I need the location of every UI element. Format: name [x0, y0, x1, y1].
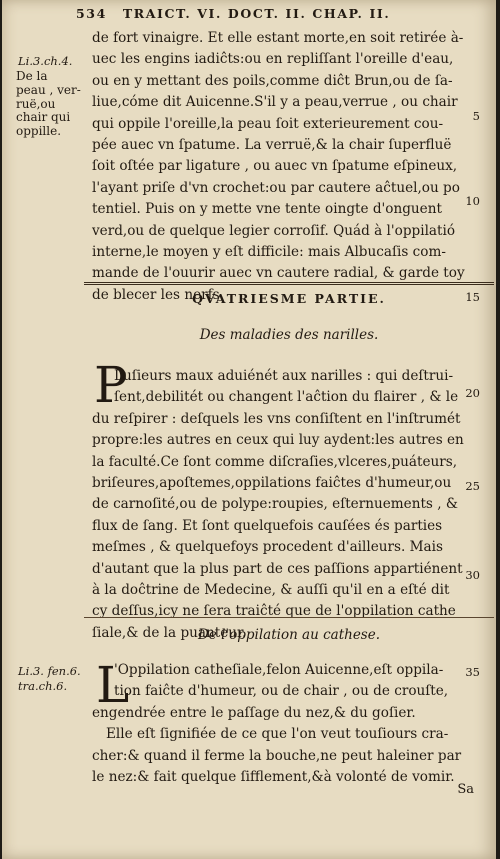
running-header: [76, 6, 496, 21]
text-line: engendrée entre le paſſage du nez,& du goſier.: [92, 704, 416, 721]
text-line: interne,le moyen y eſt difficile: mais Albucaſis com-: [92, 244, 446, 261]
text-line: de carnoſité,ou de polype:roupies, eſternuements , &: [92, 496, 458, 513]
text-line: ſiale,& de la puanteur.: [92, 624, 247, 641]
text-line: à la doĉtrine de Medecine, & auſſi qu'il en a eſté dit: [92, 582, 450, 599]
section-rule: [84, 617, 494, 618]
margin-reference-1: Li.3.ch.4.: [18, 54, 73, 68]
margin-note-line: chair qui: [16, 110, 71, 125]
margin-note-line: ruë,ou: [16, 96, 56, 111]
text-line: Luſieurs maux aduiénét aux narilles : qui deſtrui-: [114, 368, 454, 384]
margin-note: [16, 70, 88, 139]
line-number-15: 15: [465, 290, 480, 304]
text-line: du reſpirer : deſquels les vns conſiſtent en l'inſtrumét: [92, 410, 461, 427]
text-line: de blecer les nerfs.: [92, 286, 224, 303]
margin-reference-line: Li.3. fen.6.: [18, 664, 81, 678]
text-line: briſeures,apoſtemes,oppilations faiĉtes d'humeur,ou: [92, 475, 452, 492]
section-rule: [84, 282, 494, 287]
line-number-5: 5: [472, 109, 480, 123]
text-line: meſmes , & quelquefoys procedent d'ailleurs. Mais: [92, 539, 443, 556]
text-line: tentiel. Puis on y mette vne tente oingte d'onguent: [92, 201, 442, 218]
page-number: 534: [76, 6, 107, 21]
line-number-30: 30: [465, 568, 480, 582]
part-heading: QVATRIESME PARTIE.: [192, 291, 386, 306]
text-line: pée auec vn ſpatume. La verruë,& la chair ſuperfluë: [92, 137, 452, 154]
text-line: mande de l'ouurir auec vn cautere radial, & garde toy: [92, 265, 465, 282]
text-line: ou en y mettant des poils,comme diĉt Brun,ou de ſa-: [92, 72, 453, 89]
book-page: [2, 0, 496, 859]
text-line: d'autant que la plus part de ces paſſions appartiénent: [92, 560, 463, 577]
text-line: flux de ſang. Et ſont quelquefois cauſées és parties: [92, 517, 443, 534]
top-paragraph: [92, 28, 487, 306]
line-number-25: 25: [465, 479, 480, 493]
cathese-paragraph: [92, 656, 487, 788]
narilles-paragraph: [92, 366, 487, 644]
drop-cap-l: L: [96, 656, 130, 714]
text-line: uec les engins iadiĉts:ou en repliſſant l'oreille d'eau,: [92, 51, 454, 68]
margin-note-line: oppille.: [16, 124, 62, 139]
text-line: la faculté.Ce ſont comme diſcraſies,vlceres,puáteurs,: [92, 453, 458, 470]
catchword: Sa: [457, 782, 474, 797]
text-line: le nez:& fait quelque ſifflement,&à volonté de vomir.: [92, 769, 455, 786]
drop-cap-p: P: [94, 356, 128, 414]
margin-reference-line: tra.ch.6.: [18, 678, 68, 693]
line-number-35: 35: [465, 665, 480, 679]
text-line: verd,ou de quelque legier corroſif. Quád à l'oppilatió: [92, 222, 456, 239]
text-line: l'ayant priſe d'vn crochet:ou par cautere aĉtuel,ou po: [92, 179, 460, 196]
section-title-narilles: Des maladies des narilles.: [199, 327, 379, 343]
running-title: TRAICT. VI. DOCT. II. CHAP. II.: [122, 6, 391, 21]
text-line: ſoit oſtée par ligature , ou auec vn ſpatume eſpineux,: [92, 158, 458, 175]
text-line: tion faiĉte d'humeur, ou de chair , ou de crouſte,: [114, 683, 449, 700]
text-line: cy deſſus,icy ne ſera traiĉté que de l'oppilation cathe: [92, 603, 456, 620]
text-line: liue,cóme dit Auicenne.S'il y a peau,verrue , ou chair: [92, 94, 458, 111]
text-line: de fort vinaigre. Et elle estant morte,en soit retirée à-: [92, 30, 464, 46]
margin-note-line: De la: [16, 69, 48, 83]
text-line: Elle eſt ſignifiée de ce que l'on veut touſiours cra-: [106, 726, 449, 743]
line-number-10: 10: [465, 194, 480, 208]
margin-note-line: peau , ver-: [16, 82, 81, 97]
text-line: ſent,debilitét ou changent l'aĉtion du flairer , & le: [114, 389, 459, 406]
text-line: cher:& quand il ferme la bouche,ne peut haleiner par: [92, 747, 462, 764]
text-line: 'Oppilation catheſiale,felon Auicenne,eſt oppila-: [114, 662, 444, 678]
line-number-20: 20: [465, 386, 480, 400]
section-title-cathese: De l'oppilation au cathese.: [197, 627, 381, 643]
text-line: qui oppile l'oreille,la peau ſoit exterieurement cou-: [92, 115, 444, 132]
text-line: propre:les autres en ceux qui luy aydent:les autres en: [92, 432, 464, 449]
margin-reference-2: [18, 664, 81, 693]
